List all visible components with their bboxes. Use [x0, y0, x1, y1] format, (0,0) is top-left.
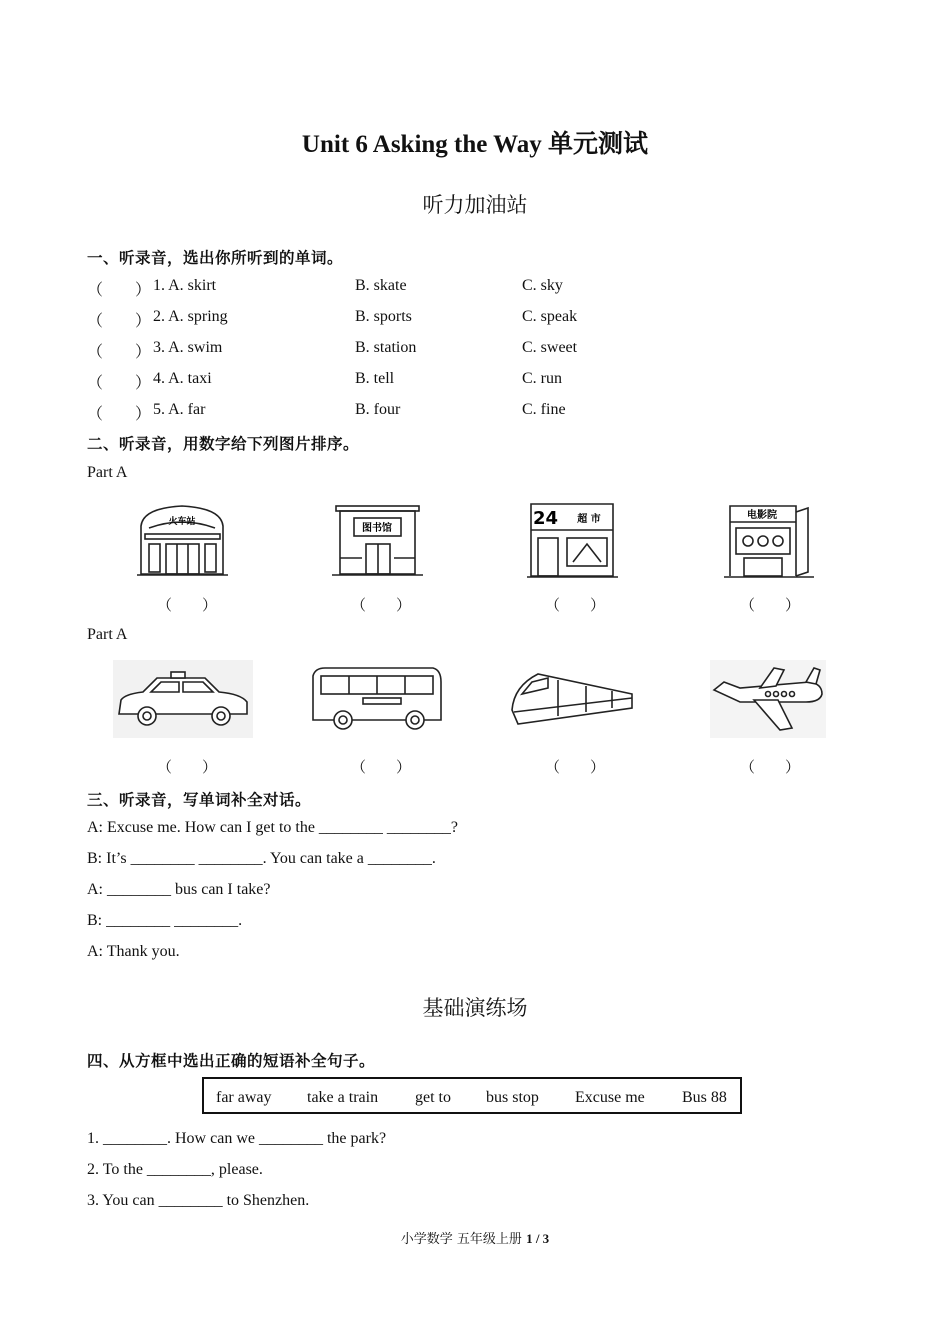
option-b: B. sports: [355, 308, 412, 325]
dialogue-line[interactable]: B: It’s ________ ________. You can take a ________.: [87, 850, 436, 867]
option-c: C. fine: [522, 401, 566, 418]
shop-sign: 超 市: [577, 514, 601, 525]
option-a: 5. A. far: [153, 401, 206, 418]
part-b-label: Part A: [87, 626, 128, 643]
option-b: B. four: [355, 401, 401, 418]
taxi-picture: [113, 660, 253, 738]
cinema-picture: [722, 498, 817, 580]
airplane-picture: [710, 660, 826, 738]
page-footer: [0, 1228, 950, 1247]
order-blank[interactable]: （ ）: [157, 760, 218, 776]
cinema-sign: 电影院: [747, 510, 777, 521]
order-blank[interactable]: （ ）: [740, 598, 801, 614]
train-picture: [508, 664, 636, 734]
section-heading-basic: 基础演练场: [422, 996, 528, 1020]
question-2-heading: 二、听录音，用数字给下列图片排序。: [87, 435, 360, 453]
option-b: B. station: [355, 339, 417, 356]
word-bank-item: far away: [216, 1089, 272, 1106]
part-a-label: Part A: [87, 464, 128, 481]
option-b: B. tell: [355, 370, 395, 387]
word-bank-item: take a train: [307, 1089, 379, 1106]
station-sign: 火车站: [168, 517, 196, 527]
option-a: 2. A. spring: [153, 308, 228, 325]
word-bank-item: get to: [415, 1089, 451, 1106]
word-bank-item: Excuse me: [575, 1089, 645, 1106]
dialogue-line[interactable]: A: Excuse me. How can I get to the ________ ________?: [87, 819, 459, 836]
option-c: C. speak: [522, 308, 578, 325]
option-b: B. skate: [355, 277, 407, 294]
order-blank[interactable]: （ ）: [157, 598, 218, 614]
answer-paren[interactable]: （ ）: [87, 282, 152, 299]
option-c: C. run: [522, 370, 562, 387]
answer-paren[interactable]: （ ）: [87, 375, 152, 392]
word-bank-box: [202, 1077, 742, 1114]
answer-paren[interactable]: （ ）: [87, 406, 152, 423]
order-blank[interactable]: （ ）: [351, 598, 412, 614]
fill-in-sentence[interactable]: 2. To the ________, please.: [87, 1161, 263, 1178]
option-a: 3. A. swim: [153, 339, 223, 356]
option-c: C. sweet: [522, 339, 578, 356]
option-c: C. sky: [522, 277, 563, 294]
shop-number: 24: [533, 508, 559, 529]
word-bank-item: Bus 88: [682, 1089, 727, 1106]
page-title: Unit 6 Asking the Way 单元测试: [301, 131, 649, 158]
word-bank-item: bus stop: [486, 1089, 539, 1106]
fill-in-sentence[interactable]: 3. You can ________ to Shenzhen.: [87, 1192, 310, 1209]
bus-picture: [307, 660, 447, 738]
question-4-heading: 四、从方框中选出正确的短语补全句子。: [87, 1052, 376, 1070]
dialogue-line[interactable]: B: ________ ________.: [87, 912, 243, 929]
library-picture: [330, 500, 425, 578]
order-blank[interactable]: （ ）: [351, 760, 412, 776]
train-station-picture: [135, 500, 230, 578]
answer-paren[interactable]: （ ）: [87, 344, 152, 361]
fill-in-sentence[interactable]: 1. ________. How can we ________ the park?: [87, 1130, 387, 1147]
answer-paren[interactable]: （ ）: [87, 313, 152, 330]
footer-text: 小学数学 五年级上册: [400, 1232, 527, 1247]
question-3-heading: 三、听录音，写单词补全对话。: [87, 791, 312, 809]
option-a: 4. A. taxi: [153, 370, 212, 387]
page-number: 1 / 3: [526, 1231, 550, 1246]
section-heading-listening: 听力加油站: [422, 193, 528, 217]
order-blank[interactable]: （ ）: [545, 760, 606, 776]
library-sign: 图书馆: [362, 523, 392, 534]
dialogue-line[interactable]: A: ________ bus can I take?: [87, 881, 271, 898]
order-blank[interactable]: （ ）: [545, 598, 606, 614]
dialogue-line: A: Thank you.: [87, 943, 180, 960]
question-1-heading: 一、听录音，选出你所听到的单词。: [87, 249, 344, 267]
order-blank[interactable]: （ ）: [740, 760, 801, 776]
option-a: 1. A. skirt: [153, 277, 217, 294]
supermarket-picture: [525, 500, 620, 580]
